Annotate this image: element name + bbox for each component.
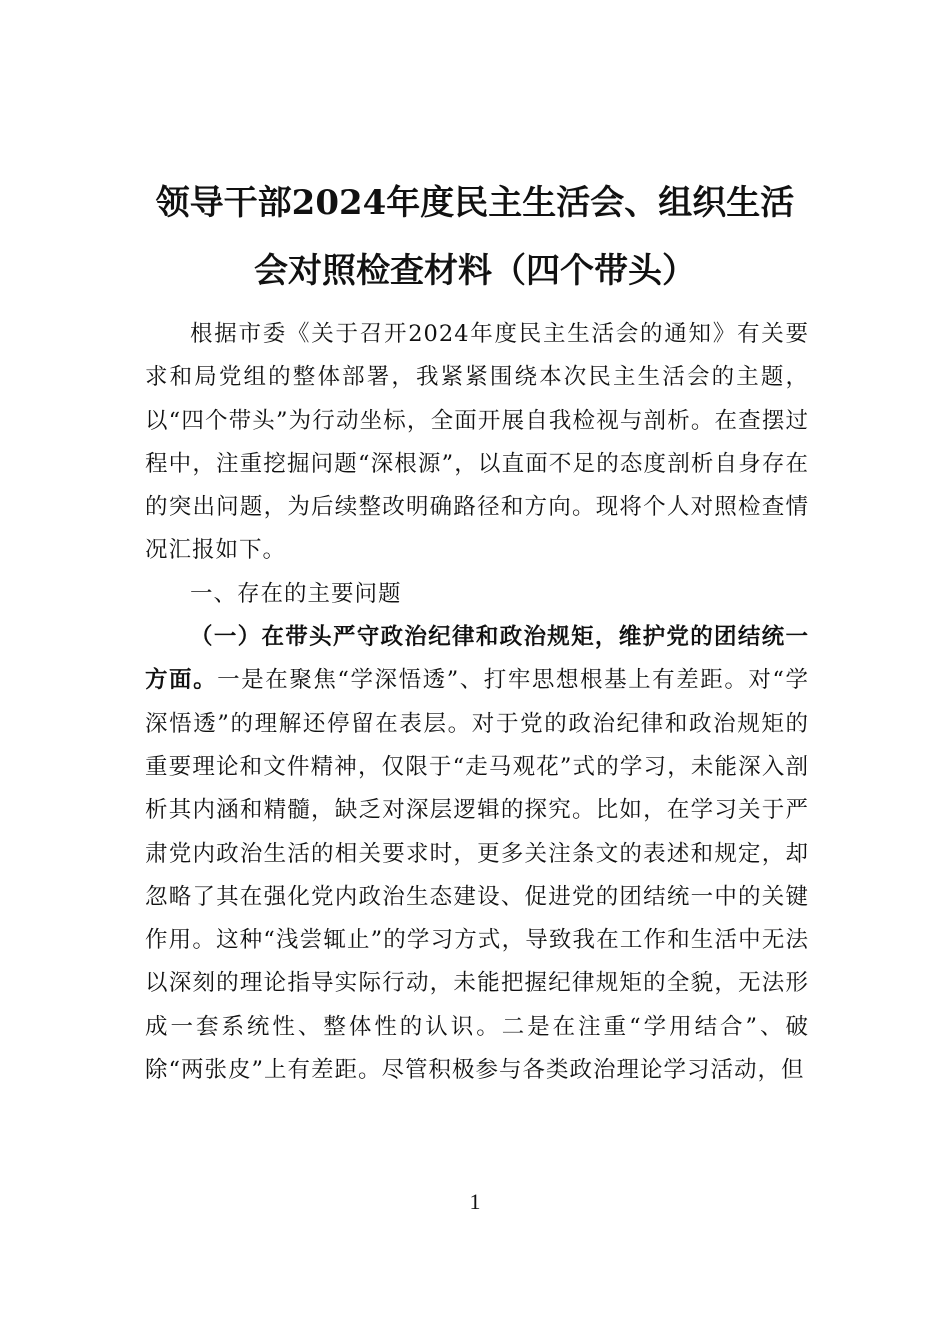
- subsection-heading: （一）在带头严守政治纪律和政治规矩，维护党的团结统一方面。: [145, 624, 809, 694]
- page-number: 1: [469, 1189, 481, 1214]
- subsection-body: 一是在聚焦“学深悟透”、打牢思想根基上有差距。对“学深悟透”的理解还停留在表层。对于党的政治纪律和政治规矩的重要理论和文件精神，仅限于“走马观花”式的学习，未能深入剖析其内涵和精髓，缺乏对深层逻辑的探究。比如，在学习关于严肃党内政治生活的相关要求时，更多关注条文的表述和规定，却忽略了其在强化党内政治生态建设、促进党的团结统一中的关键作用。这种“浅尝辄止”的学习方式，导致我在工作和生活中无法以深刻的理论指导实际行动，未能把握纪律规矩的全貌，无法形成一套系统性、整体性的认识。二是在注重“学用结合”、破除“两张皮”上有差距。尽管积极参与各类政治理论学习活动，但: [145, 667, 809, 1084]
- document-title-line-2: 会对照检查材料（四个带头）: [254, 251, 696, 291]
- document-title-line-1: 领导干部2024年度民主生活会、组织生活: [155, 183, 795, 223]
- section-heading: 一、存在的主要问题: [190, 580, 402, 607]
- subsection-paragraph: [145, 616, 809, 1092]
- intro-paragraph: 根据市委《关于召开2024年度民主生活会的通知》有关要求和局党组的整体部署，我紧紧围绕本次民主生活会的主题，以“四个带头”为行动坐标，全面开展自我检视与剖析。在查摆过程中，注重挖掘问题“深根源”，以直面不足的态度剖析自身存在的突出问题，为后续整改明确路径和方向。现将个人对照检查情况汇报如下。: [145, 321, 809, 564]
- document-body: [145, 313, 809, 1092]
